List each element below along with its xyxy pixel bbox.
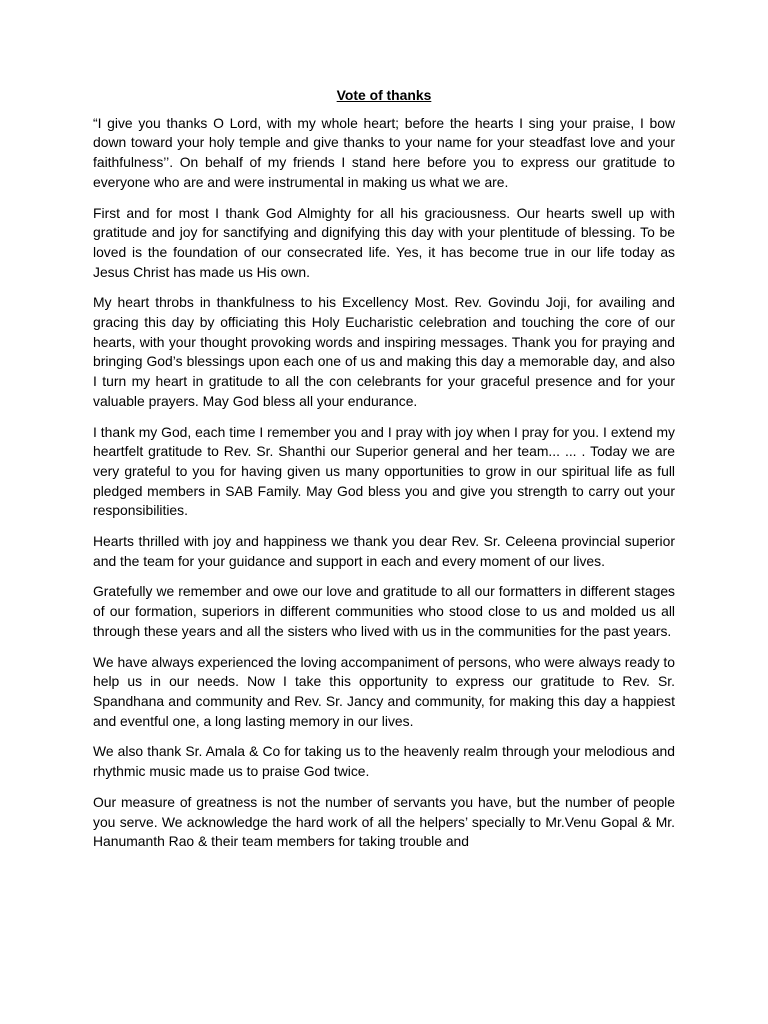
document-page — [93, 86, 675, 863]
paragraph: First and for most I thank God Almighty for all his graciousness. Our hearts swell up with gratitude and joy for sanctifying and dignifying this day with your plentitude of blessing. To be loved is the foundation of our consecrated life. Yes, it has become true in our life today as Jesus Christ has made us His own. — [93, 204, 675, 280]
paragraph: My heart throbs in thankfulness to his Excellency Most. Rev. Govindu Joji, for availing and gracing this day by officiating this Holy Eucharistic celebration and touching the core of our hearts, with your thought provoking words and inspiring messages. Thank you for praying and bringing God’s blessings upon each one of us and making this day a memorable day, and also I turn my heart in gratitude to all the con celebrants for your graceful presence and for your valuable prayers. May God bless all your endurance. — [93, 294, 675, 409]
paragraph: Gratefully we remember and owe our love and gratitude to all our formatters in different stages of our formation, superiors in different communities who stood close to us and molded us all through these years and all the sisters who lived with us in the communities for the past years. — [93, 583, 675, 639]
paragraph: “I give you thanks O Lord, with my whole heart; before the hearts I sing your praise, I bow down toward your holy temple and give thanks to your name for your steadfast love and your faithfulness’’. On behalf of my friends I stand here before you to express our gratitude to everyone who are and were instrumental in making us what we are. — [93, 114, 675, 190]
document-title: Vote of thanks — [336, 87, 432, 103]
paragraph: Hearts thrilled with joy and happiness we thank you dear Rev. Sr. Celeena provincial superior and the team for your guidance and support in each and every moment of our lives. — [93, 533, 675, 569]
paragraph: We have always experienced the loving accompaniment of persons, who were always ready to help us in our needs. Now I take this opportunity to express our gratitude to Rev. Sr. Spandhana and community and Rev. Sr. Jancy and community, for making this day a happiest and eventful one, a long lasting memory in our lives. — [93, 653, 675, 729]
paragraph: I thank my God, each time I remember you and I pray with joy when I pray for you. I extend my heartfelt gratitude to Rev. Sr. Shanthi our Superior general and her team... ... . Today we are very grateful to you for having given us many opportunities to grow in our spiritual life as full pledged members in SAB Family. May God bless you and give you strength to carry out your responsibilities. — [93, 423, 675, 519]
paragraph: Our measure of greatness is not the number of servants you have, but the number of people you serve. We acknowledge the hard work of all the helpers’ specially to Mr.Venu Gopal & Mr. Hanumanth Rao & their team members for taking trouble and — [93, 793, 675, 850]
paragraph: We also thank Sr. Amala & Co for taking us to the heavenly realm through your melodious and rhythmic music made us to praise God twice. — [93, 743, 675, 780]
